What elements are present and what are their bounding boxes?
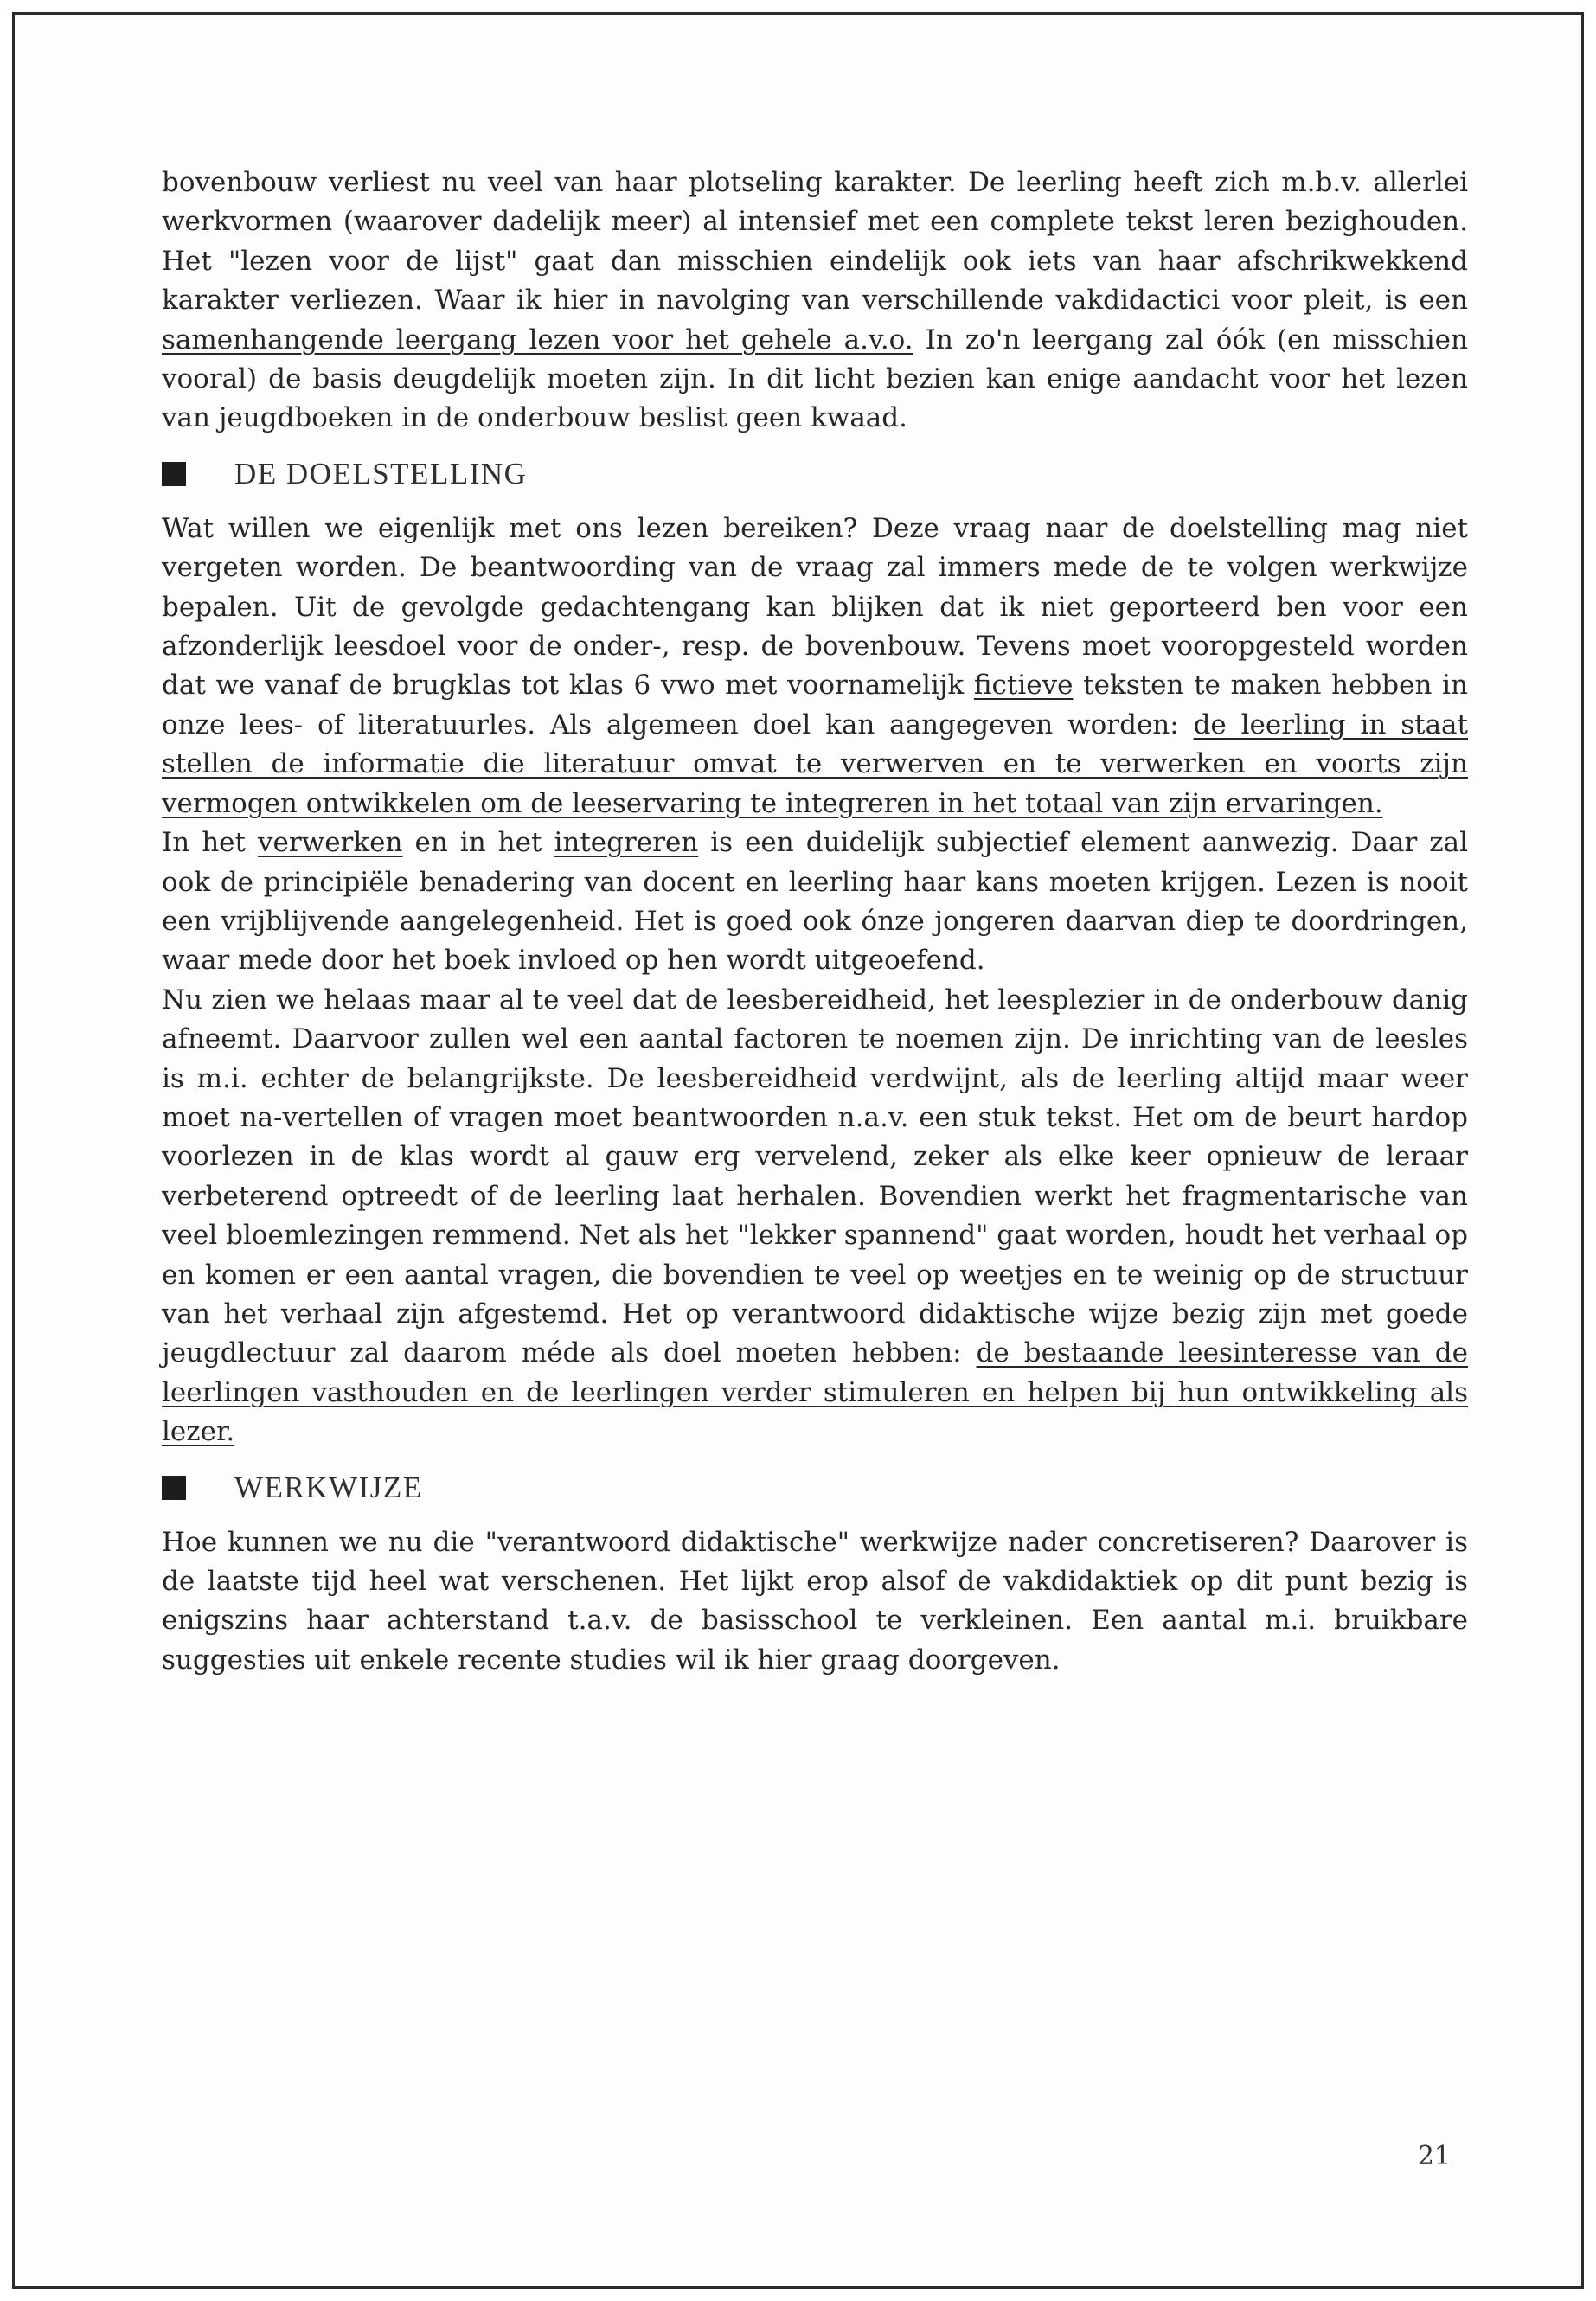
- paragraph-text: en in het: [402, 827, 554, 859]
- paragraph-continuation: [162, 163, 1468, 439]
- underlined-phrase: samenhangende leergang lezen voor het gehele a.v.o.: [162, 324, 913, 356]
- paragraph-text: In zo'n leergang zal óók (en misschien vooral) de basis deugdelijk moeten zijn. In dit licht bezien kan enige aandacht voor het lezen van jeugdboeken in de onderbouw beslist geen kwaad.: [162, 324, 1468, 434]
- paragraph-verwerken: [162, 824, 1468, 981]
- paragraph-text: bovenbouw verliest nu veel van haar plotseling karakter. De leerling heeft zich m.b.v. allerlei werkvormen (waarover dadelijk meer) al intensief met een complete tekst leren bezighouden. Het "lezen voor de lijst" gaat dan misschien eindelijk ook iets van haar afschrikwekkend karakter verliezen. Waar ik hier in navolging van verschillende vakdidactici voor pleit, is een: [162, 167, 1468, 317]
- paragraph-text: teksten te maken hebben in onze lees- of literatuurles. Als algemeen doel kan aangegeven worden:: [162, 670, 1468, 740]
- paragraph-text: is een duidelijk subjectief element aanwezig. Daar zal ook de principiële benadering van docent en leerling haar kans moeten krijgen. Lezen is nooit een vrijblijvende aangelegenheid. Het is goed ook ónze jongeren daarvan diep te doordringen, waar mede door het boek invloed op hen wordt uitgeoefend.: [162, 827, 1468, 977]
- section-heading-text: DE DOELSTELLING: [234, 457, 528, 491]
- bullet-square-icon: [162, 1476, 186, 1500]
- section-heading-text: WERKWIJZE: [234, 1470, 423, 1504]
- underlined-definition: de leerling in staat stellen de informatie die literatuur omvat te verwerven en te verwerken en voorts zijn vermogen ontwikkelen om de leeservaring te integreren in het totaal van zijn ervaringen.: [162, 708, 1468, 819]
- page-content: [162, 163, 1468, 1680]
- paragraph-werkwijze: Hoe kunnen we nu die "verantwoord didaktische" werkwijze nader concretiseren? Daarover is de laatste tijd heel wat verschenen. Het lijkt erop alsof de vakdidaktiek op dit punt bezig is enigszins haar achterstand t.a.v. de basisschool te verkleinen. Een aantal m.i. bruikbare suggesties uit enkele recente studies wil ik hier graag doorgeven.: [162, 1526, 1468, 1676]
- paragraph-leesbereidheid: [162, 981, 1468, 1452]
- page-number: 21: [1417, 2141, 1451, 2171]
- underlined-word: integreren: [554, 827, 699, 859]
- underlined-word: verwerken: [257, 827, 403, 859]
- bullet-square-icon: [162, 462, 186, 486]
- underlined-goal: de bestaande leesinteresse van de leerlingen vasthouden en de leerlingen verder stimuleren en helpen bij hun ontwikkeling als lezer.: [162, 1337, 1468, 1448]
- paragraph-text: In het: [162, 827, 258, 859]
- section-heading-doelstelling: [162, 454, 1468, 494]
- paragraph-text: Wat willen we eigenlijk met ons lezen bereiken? Deze vraag naar de doelstelling mag niet vergeten worden. De beantwoording van de vraag zal immers mede de te volgen werkwijze bepalen. Uit de gevolgde gedachtengang kan blijken dat ik niet geporteerd ben voor een afzonderlijk leesdoel voor de onder-, resp. de bovenbouw. Tevens moet vooropgesteld worden dat we vanaf de brugklas tot klas 6 vwo met voornamelijk: [162, 512, 1468, 702]
- paragraph-doelstelling: [162, 510, 1468, 824]
- underlined-word: fictieve: [973, 670, 1074, 702]
- section-heading-werkwijze: [162, 1468, 1468, 1508]
- page-frame: [12, 12, 1584, 2289]
- paragraph-text: Nu zien we helaas maar al te veel dat de leesbereidheid, het leesplezier in de onderbouw danig afneemt. Daarvoor zullen wel een aantal factoren te noemen zijn. De inrichting van de leesles is m.i. echter de belangrijkste. De leesbereidheid verdwijnt, als de leerling altijd maar weer moet na-vertellen of vragen moet beantwoorden n.a.v. een stuk tekst. Het om de beurt hardop voorlezen in de klas wordt al gauw erg vervelend, zeker als elke keer opnieuw de leraar verbeterend optreedt of de leerling laat herhalen. Bovendien werkt het fragmentarische van veel bloemlezingen remmend. Net als het "lekker spannend" gaat worden, houdt het verhaal op en komen er een aantal vragen, die bovendien te veel op weetjes en te weinig op de structuur van het verhaal zijn afgestemd. Het op verantwoord didaktische wijze bezig zijn met goede jeugdlectuur zal daarom méde als doel moeten hebben:: [162, 984, 1468, 1369]
